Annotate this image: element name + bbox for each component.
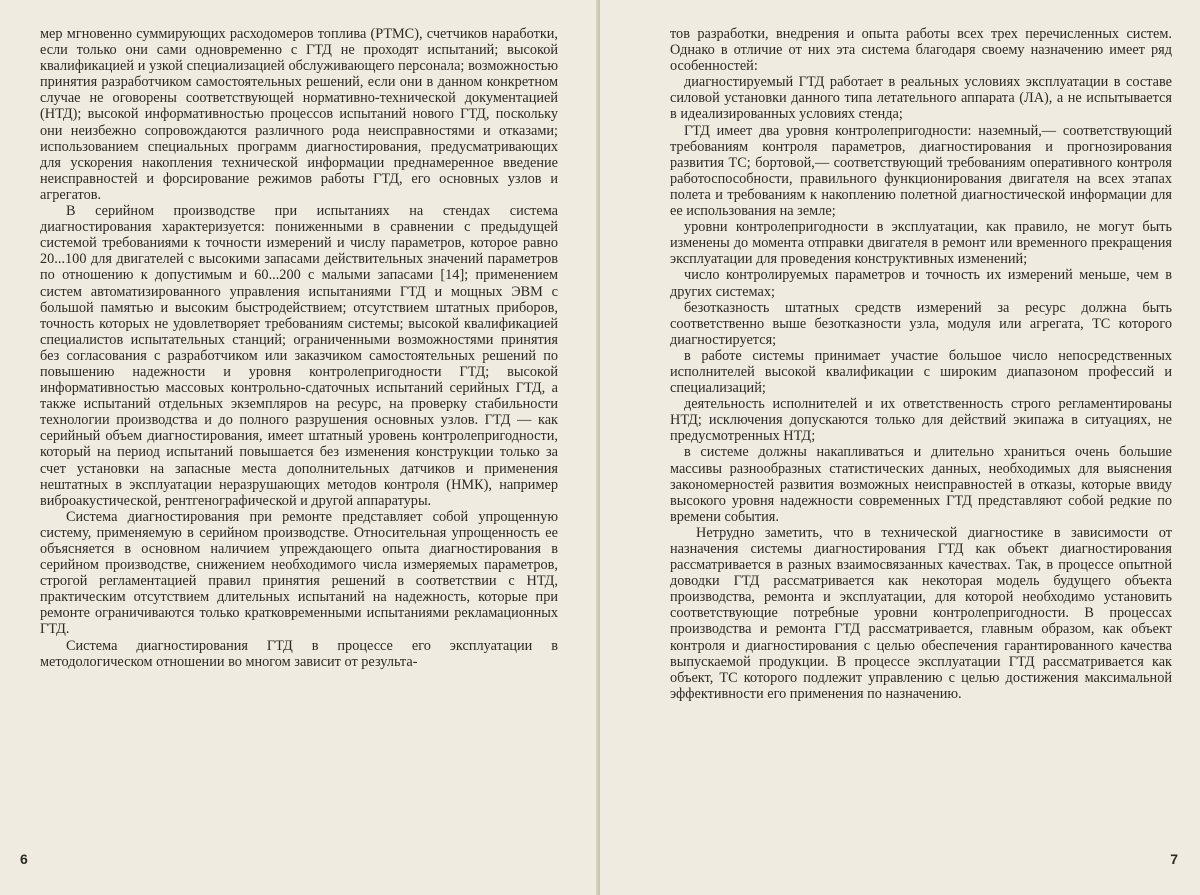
list-item: число контролируемых параметров и точность их измерений меньше, чем в других системах; bbox=[670, 267, 1172, 300]
left-page bbox=[0, 0, 598, 895]
page-number: 7 bbox=[1170, 851, 1178, 867]
right-page-text bbox=[670, 26, 1172, 702]
paragraph: мер мгновенно суммирующих расходомеров топлива (РТМС), счетчиков наработки, если только они сами одновременно с ГТД не проходят испытаний; высокой квалификацией и узкой специализацией обслуживающего персонала; возможностью принятия разработчиком самостоятельных решений, если они в данном конкретном случае не оговорены соответствующей нормативно-технической документацией (НТД); высокой информативностью процессов испытаний нового ГТД, поскольку они неизбежно сопровождаются различного рода неисправностями и отказами; использованием специальных программ диагностирования, предусматривающих для ускорения накопления технической информации преднамеренное введение неисправностей и форсирование режимов работы ГТД, его основных узлов и агрегатов. bbox=[40, 26, 558, 203]
list-item: уровни контролепригодности в эксплуатации, как правило, не могут быть изменены до момента отправки двигателя в ремонт или временного прекращения эксплуатации для проведения конструктивных изменений; bbox=[670, 219, 1172, 268]
list-item: диагностируемый ГТД работает в реальных условиях эксплуатации в составе силовой установки данного типа летательного аппарата (ЛА), а не испытывается в идеализированных условиях стенда; bbox=[670, 74, 1172, 123]
list-item: безотказность штатных средств измерений за ресурс должна быть соответственно выше безотказности узла, модуля или агрегата, ТС которого диагностируется; bbox=[670, 299, 1172, 348]
list-item: деятельность исполнителей и их ответственность строго регламентированы НТД; исключения допускаются только для действий экипажа в ситуациях, не предусмотренных НТД; bbox=[670, 396, 1172, 445]
paragraph: тов разработки, внедрения и опыта работы всех трех перечисленных систем. Однако в отличие от них эта система благодаря своему назначению имеет ряд особенностей: bbox=[670, 26, 1172, 75]
paragraph: Нетрудно заметить, что в технической диагностике в зависимости от назначения системы диагностирования ГТД как объект диагностирования рассматривается в разных взаимосвязанных качествах. Так, в процессе опытной доводки ГТД рассматривается как некоторая модель будущего объекта производства, ремонта и эксплуатации, для которой необходимо установить соответствующие потребные уровни контролепригодности. В процессах производства и ремонта ГТД рассматривается, главным образом, как объект контроля и диагностирования с целью обеспечения гарантированного качества выпускаемой продукции. В процессе эксплуатации ГТД рассматривается как объект, ТС которого подлежит управлению с целью достижения максимальной эффективности его применения по назначению. bbox=[670, 524, 1172, 702]
list-item: в системе должны накапливаться и длительно храниться очень большие массивы разнообразных статистических данных, необходимых для выяснения закономерностей развития возможных неисправностей в отказы, которые ввиду высокого уровня надежности современных ГТД представляют собой редкие по времени события. bbox=[670, 444, 1172, 525]
paragraph: Система диагностирования ГТД в процессе его эксплуатации в методологическом отношении во многом зависит от результа- bbox=[40, 637, 558, 670]
paragraph: Система диагностирования при ремонте представляет собой упрощенную систему, применяемую в серийном производстве. Относительная упрощенность ее объясняется в основном наличием упреждающего опыта диагностирования в серийном производстве, снижением необходимого числа измеряемых параметров, строгой регламентацией правил принятия решений в соответствии с НТД, практическим отсутствием длительных испытаний на надежность, которые при ремонте ограничиваются только кратковременными испытаниями рекламационных ГТД. bbox=[40, 508, 558, 638]
list-item: в работе системы принимает участие большое число непосредственных исполнителей высокой квалификации с широким диапазоном профессий и специализаций; bbox=[670, 347, 1172, 397]
right-page bbox=[600, 0, 1200, 895]
left-page-text bbox=[40, 26, 558, 670]
page-number: 6 bbox=[20, 851, 28, 867]
list-item: ГТД имеет два уровня контролепригодности: наземный,— соответствующий требованиям контроля параметров, диагностирования и прогнозирования развития ТС; бортовой,— соответствующий требованиям оперативного контроля работоспособности, правильного функционирования двигателя на всех этапах полета и требованиям к накоплению полетной диагностической информации для ее использования на земле; bbox=[670, 122, 1172, 220]
paragraph: В серийном производстве при испытаниях на стендах система диагностирования характеризуется: пониженными в сравнении с предыдущей системой требованиями к точности измерений и числу параметров, которое равно 20...100 для двигателей с высокими запасами действительных значений параметров по отношению к допустимым и 60...200 с малыми запасами [14]; применением систем автоматизированного управления испытаниями ГТД и мощных ЭВМ с большой памятью и высоким быстродействием; отсутствием штатных приборов, точность которых не удовлетворяет требованиям системы; высокой квалификацией специалистов испытательных станций; ограниченными возможностями принятия без согласования с разработчиком или заказчиком самостоятельных решений по повышению надежности и уровня контролепригодности ГТД; высокой информативностью массовых контрольно-сдаточных испытаний серийных ГТД, а также испытаний отдельных экземпляров на ресурс, на проверку стабильности технологии производства и до полного разрушения основных узлов. ГТД — как серийный объем диагностирования, имеет штатный уровень контролепригодности, который на период испытаний повышается без изменения конструкции только за счет установки на запасные места дополнительных датчиков и применения нештатных в эксплуатации неразрушающих методов контроля (НМК), например виброакустической, рентгенографической и другой аппаратуры. bbox=[40, 203, 558, 509]
